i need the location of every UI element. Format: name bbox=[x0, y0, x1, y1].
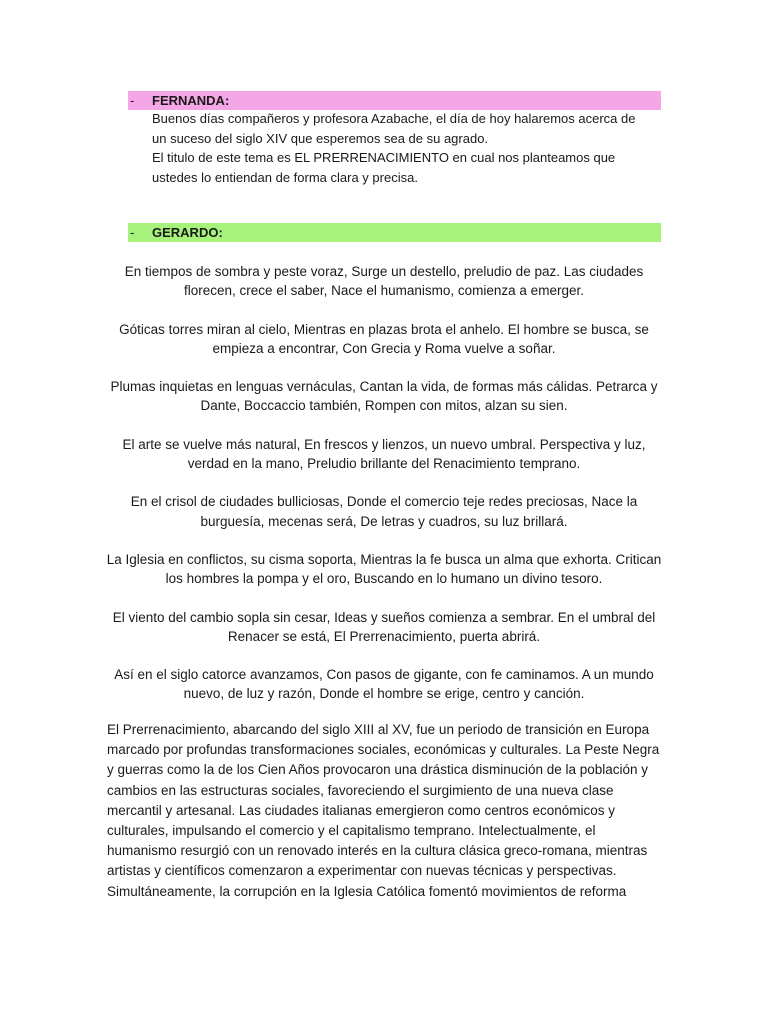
intro-paragraph: Buenos días compañeros y profesora Azabache, el día de hoy halaremos acerca de un suceso del siglo XIV que esperemos sea de su agrado. bbox=[152, 111, 636, 146]
list-dash: - bbox=[130, 225, 135, 240]
poem-stanza: En tiempos de sombra y peste voraz, Surge un destello, preludio de paz. Las ciudades florecen, crece el saber, Nace el humanismo, comienza a emerger. bbox=[124, 264, 644, 299]
intro-paragraph: El titulo de este tema es EL PRERRENACIMIENTO en cual nos planteamos que ustedes lo entiendan de forma clara y precisa. bbox=[152, 150, 616, 185]
poem-stanza: Plumas inquietas en lenguas vernáculas, Cantan la vida, de formas más cálidas. Petrarca y Dante, Boccaccio también, Rompen con mitos, alzan su sien. bbox=[110, 379, 658, 414]
speaker-name-fernanda: FERNANDA: bbox=[152, 93, 230, 108]
prose-paragraph: El Prerrenacimiento, abarcando del siglo XIII al XV, fue un periodo de transición en Europa marcado por profundas transformaciones sociales, económicas y culturales. La Peste Negra y guerras como la de los Cien Años provocaron una drástica disminución de la población y cambios en las estructuras sociales, favoreciendo el surgimiento de una nueva clase mercantil y artesanal. Las ciudades italianas emergieron como centros económicos y culturales, impulsando el comercio y el capitalismo temprano. Intelectualmente, el humanismo resurgió con un renovado interés en la cultura clásica greco-romana, mientras artistas y científicos comenzaron a experimentar con nuevas técnicas y perspectivas. Simultáneamente, la corrupción en la Iglesia Católica fomentó movimientos de reforma bbox=[107, 722, 660, 899]
speaker-heading-gerardo bbox=[128, 223, 661, 242]
poem-stanza: Así en el siglo catorce avanzamos, Con pasos de gigante, con fe caminamos. A un mundo nuevo, de luz y razón, Donde el hombre se erige, centro y canción. bbox=[114, 667, 654, 702]
poem bbox=[100, 262, 668, 704]
speaker-name-gerardo: GERARDO: bbox=[152, 225, 223, 240]
poem-stanza: En el crisol de ciudades bulliciosas, Donde el comercio teje redes preciosas, Nace la burguesía, mecenas será, De letras y cuadros, su luz brillará. bbox=[130, 494, 638, 529]
poem-stanza: Góticas torres miran al cielo, Mientras en plazas brota el anhelo. El hombre se busca, se empieza a encontrar, Con Grecia y Roma vuelve a soñar. bbox=[119, 321, 649, 356]
list-dash: - bbox=[130, 93, 135, 108]
poem-stanza: El viento del cambio sopla sin cesar, Ideas y sueños comienza a sembrar. En el umbral del Renacer se está, El Prerrenacimiento, puerta abrirá. bbox=[112, 609, 656, 644]
poem-stanza: La Iglesia en conflictos, su cisma soporta, Mientras la fe busca un alma que exhorta. Critican los hombres la pompa y el oro, Buscando en lo humano un divino tesoro. bbox=[106, 551, 662, 587]
fernanda-intro bbox=[152, 109, 652, 187]
speaker-heading-fernanda bbox=[128, 91, 661, 110]
poem-stanza: El arte se vuelve más natural, En frescos y lienzos, un nuevo umbral. Perspectiva y luz, verdad en la mano, Preludio brillante del Renacimiento temprano. bbox=[122, 436, 646, 472]
